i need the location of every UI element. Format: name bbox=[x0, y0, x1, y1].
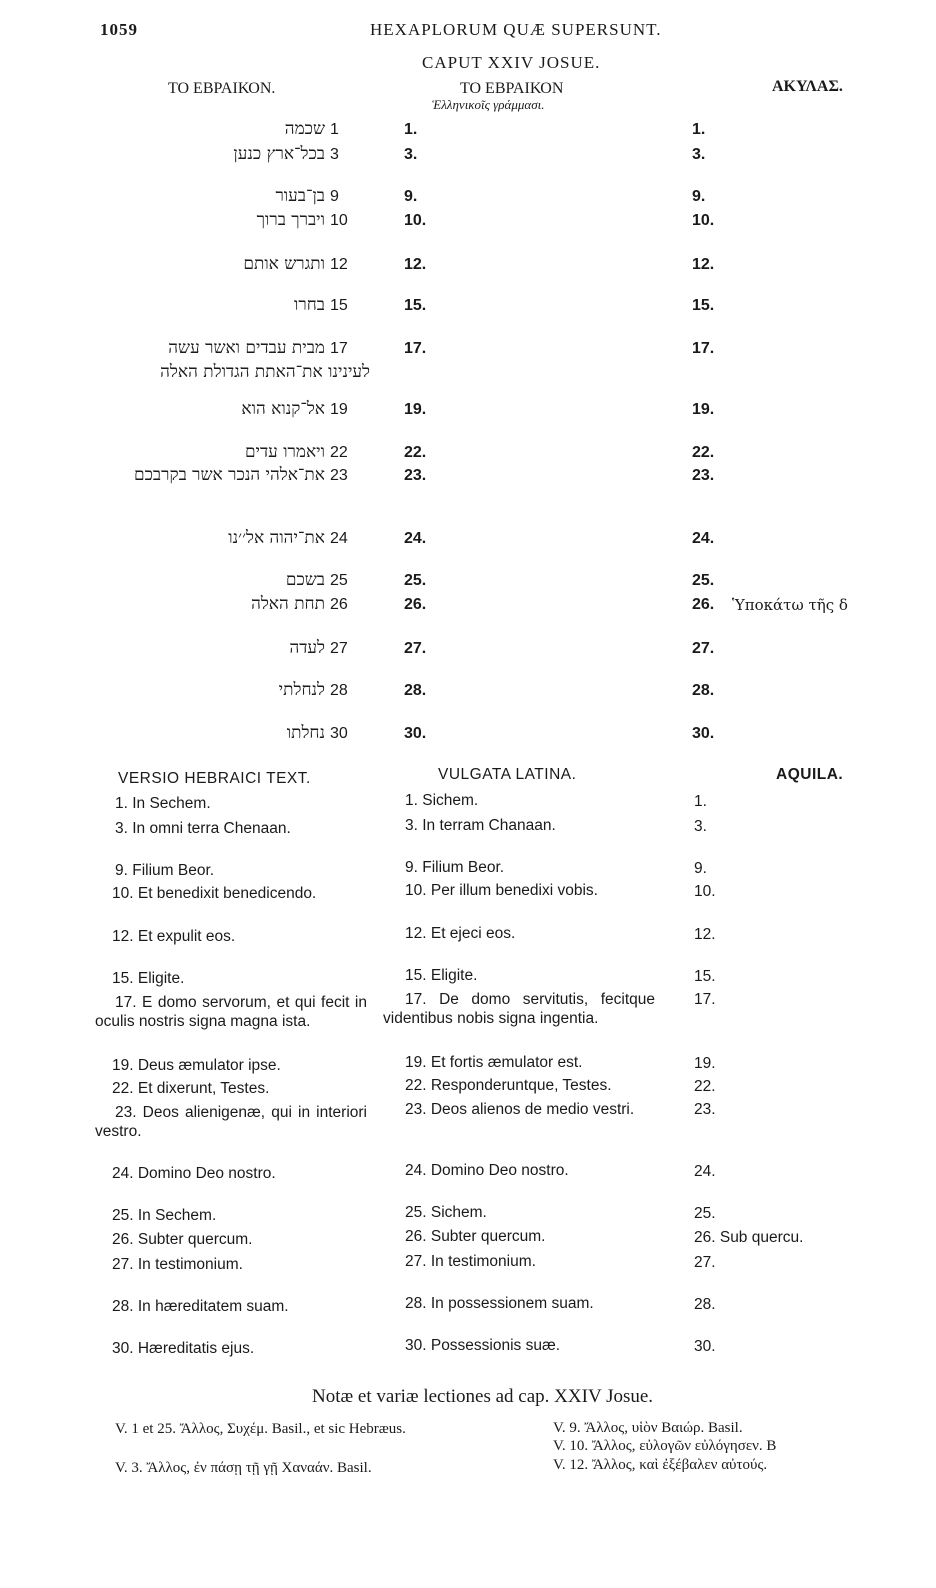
versio-entry: 23. Deos alienigenæ, qui in interiori vestro. bbox=[95, 1104, 367, 1140]
aquila-greek-verse-number: 30. bbox=[692, 725, 715, 742]
col-header-transliteration: ΤΟ ΕΒΡΑΙΚΟΝ bbox=[460, 80, 564, 97]
aquila-greek-verse-number: 15. bbox=[692, 297, 715, 314]
hebrew-verse-number: 28 bbox=[330, 682, 348, 699]
hebrew-text: מבית עבדים ואשר עשה bbox=[168, 338, 325, 358]
col-header-aquila-greek: ΑΚΥΛΑΣ. bbox=[772, 78, 843, 95]
hebrew-text: ויאמרו עדים bbox=[244, 442, 325, 462]
vulgata-entry: 15. Eligite. bbox=[405, 967, 478, 984]
transliteration-verse-number: 26. bbox=[404, 596, 427, 613]
aquila-entry: 10. bbox=[694, 883, 716, 900]
transliteration-verse-number: 12. bbox=[404, 256, 427, 273]
aquila-entry: 15. bbox=[694, 968, 716, 985]
versio-entry: 19. Deus æmulator ipse. bbox=[112, 1057, 281, 1074]
vulgata-entry: 26. Subter quercum. bbox=[405, 1228, 546, 1245]
hebrew-verse-number: 30 bbox=[330, 725, 348, 742]
hebrew-verse-number: 19 bbox=[330, 401, 348, 418]
aquila-greek-verse-number: 22. bbox=[692, 444, 715, 461]
versio-entry: 25. In Sechem. bbox=[112, 1207, 217, 1224]
aquila-greek-verse-number: 3. bbox=[692, 146, 706, 163]
hebrew-text: נחלתו bbox=[286, 723, 325, 743]
hebrew-text: בשכם bbox=[285, 570, 325, 590]
hebrew-text: בחרו bbox=[294, 295, 325, 315]
aquila-entry: 9. bbox=[694, 860, 707, 877]
aquila-greek-verse-number: 28. bbox=[692, 682, 715, 699]
col-header-versio: VERSIO HEBRAICI TEXT. bbox=[118, 770, 311, 787]
aquila-entry: 26. Sub quercu. bbox=[694, 1229, 804, 1246]
versio-entry: 27. In testimonium. bbox=[112, 1256, 243, 1273]
vulgata-entry: 28. In possessionem suam. bbox=[405, 1295, 594, 1312]
versio-entry: 1. In Sechem. bbox=[115, 795, 211, 812]
hebrew-verse-number: 1 bbox=[330, 121, 339, 138]
transliteration-verse-number: 3. bbox=[404, 146, 418, 163]
aquila-greek-text: Ὑποκάτω τῆς δ bbox=[732, 596, 848, 614]
aquila-entry: 1. bbox=[694, 793, 707, 810]
aquila-entry: 30. bbox=[694, 1338, 716, 1355]
vulgata-entry: 25. Sichem. bbox=[405, 1204, 487, 1221]
hebrew-text: בכל־ארץ כנען bbox=[233, 144, 325, 164]
note-left-1: V. 1 et 25. Ἄλλος, Συχέμ. Basil., et sic Hebræus. bbox=[115, 1421, 406, 1437]
note-right-1: V. 9. Ἄλλος, υἱὸν Βαιώρ. Basil. bbox=[553, 1420, 743, 1436]
hebrew-text: אל־קנוא הוא bbox=[241, 399, 325, 419]
aquila-greek-verse-number: 27. bbox=[692, 640, 715, 657]
hebrew-verse-number: 22 bbox=[330, 444, 348, 461]
hebrew-text: את־יהוה אל׳׳נו bbox=[228, 528, 325, 548]
vulgata-entry: 19. Et fortis æmulator est. bbox=[405, 1054, 583, 1071]
versio-entry: 9. Filium Beor. bbox=[115, 862, 215, 879]
col-header-aquila: AQUILA. bbox=[776, 766, 844, 783]
hebrew-verse-number: 23 bbox=[330, 467, 348, 484]
hebrew-verse-number: 9 bbox=[330, 188, 339, 205]
vulgata-entry: 9. Filium Beor. bbox=[405, 859, 505, 876]
vulgata-entry: 30. Possessionis suæ. bbox=[405, 1337, 561, 1354]
page-number: 1059 bbox=[100, 20, 138, 39]
aquila-entry: 23. bbox=[694, 1101, 716, 1118]
transliteration-verse-number: 28. bbox=[404, 682, 427, 699]
aquila-entry: 12. bbox=[694, 926, 716, 943]
aquila-greek-verse-number: 19. bbox=[692, 401, 715, 418]
running-title: HEXAPLORUM QUÆ SUPERSUNT. bbox=[370, 20, 662, 39]
transliteration-verse-number: 1. bbox=[404, 121, 418, 138]
col-header-transliteration-sub: Ἑλληνικοῖς γράμμασι. bbox=[432, 97, 545, 112]
aquila-greek-verse-number: 23. bbox=[692, 467, 715, 484]
transliteration-verse-number: 23. bbox=[404, 467, 427, 484]
aquila-entry: 19. bbox=[694, 1055, 716, 1072]
aquila-greek-verse-number: 25. bbox=[692, 572, 715, 589]
vulgata-entry: 24. Domino Deo nostro. bbox=[405, 1162, 569, 1179]
hebrew-verse-number: 26 bbox=[330, 596, 348, 613]
note-right-2: V. 10. Ἄλλος, εὐλογῶν εὐλόγησεν. B bbox=[553, 1438, 777, 1454]
transliteration-verse-number: 9. bbox=[404, 188, 418, 205]
aquila-greek-verse-number: 17. bbox=[692, 340, 715, 357]
versio-entry: 26. Subter quercum. bbox=[112, 1231, 253, 1248]
vulgata-entry: 23. Deos alienos de medio vestri. bbox=[405, 1101, 635, 1118]
versio-entry: 17. E domo servorum, et qui fecit in oculis nostris signa magna ista. bbox=[95, 994, 367, 1030]
transliteration-verse-number: 30. bbox=[404, 725, 427, 742]
transliteration-verse-number: 17. bbox=[404, 340, 427, 357]
hebrew-text: ויברך ברוך bbox=[256, 210, 325, 230]
versio-entry: 15. Eligite. bbox=[112, 970, 185, 987]
transliteration-verse-number: 24. bbox=[404, 530, 427, 547]
hebrew-verse-number: 10 bbox=[330, 212, 348, 229]
hebrew-text: את־אלהי הנכר אשר בקרבכם bbox=[134, 465, 325, 485]
aquila-entry: 22. bbox=[694, 1078, 716, 1095]
vulgata-entry: 10. Per illum benedixi vobis. bbox=[405, 882, 598, 899]
transliteration-verse-number: 22. bbox=[404, 444, 427, 461]
transliteration-verse-number: 27. bbox=[404, 640, 427, 657]
aquila-entry: 24. bbox=[694, 1163, 716, 1180]
vulgata-entry: 1. Sichem. bbox=[405, 792, 479, 809]
transliteration-verse-number: 19. bbox=[404, 401, 427, 418]
transliteration-verse-number: 10. bbox=[404, 212, 427, 229]
versio-entry: 22. Et dixerunt, Testes. bbox=[112, 1080, 270, 1097]
note-left-2: V. 3. Ἄλλος, ἐν πάσῃ τῇ γῇ Χαναάν. Basil. bbox=[115, 1460, 372, 1476]
aquila-entry: 28. bbox=[694, 1296, 716, 1313]
hebrew-text: ותגרש אותם bbox=[243, 254, 325, 274]
notes-title: Notæ et variæ lectiones ad cap. XXIV Josue. bbox=[312, 1386, 654, 1407]
versio-entry: 28. In hæreditatem suam. bbox=[112, 1298, 289, 1315]
vulgata-entry: 12. Et ejeci eos. bbox=[405, 925, 516, 942]
hebrew-verse-number: 25 bbox=[330, 572, 348, 589]
aquila-entry: 25. bbox=[694, 1205, 716, 1222]
hebrew-text-continued: לעינינו את־האתת הגדולת האלה bbox=[160, 362, 370, 382]
aquila-greek-verse-number: 12. bbox=[692, 256, 715, 273]
hebrew-verse-number: 27 bbox=[330, 640, 348, 657]
aquila-greek-verse-number: 10. bbox=[692, 212, 715, 229]
hebrew-verse-number: 3 bbox=[330, 146, 339, 163]
aquila-entry: 3. bbox=[694, 818, 707, 835]
aquila-greek-verse-number: 26. bbox=[692, 596, 715, 613]
transliteration-verse-number: 15. bbox=[404, 297, 427, 314]
versio-entry: 24. Domino Deo nostro. bbox=[112, 1165, 276, 1182]
versio-entry: 12. Et expulit eos. bbox=[112, 928, 236, 945]
hebrew-verse-number: 24 bbox=[330, 530, 348, 547]
aquila-greek-verse-number: 24. bbox=[692, 530, 715, 547]
hebrew-verse-number: 17 bbox=[330, 340, 348, 357]
versio-entry: 3. In omni terra Chenaan. bbox=[115, 820, 291, 837]
vulgata-entry: 3. In terram Chanaan. bbox=[405, 817, 556, 834]
transliteration-verse-number: 25. bbox=[404, 572, 427, 589]
hebrew-text: תחת האלה bbox=[251, 594, 325, 614]
hebrew-text: שכמה bbox=[284, 119, 325, 139]
vulgata-entry: 22. Responderuntque, Testes. bbox=[405, 1077, 612, 1094]
vulgata-entry: 27. In testimonium. bbox=[405, 1253, 536, 1270]
vulgata-entry: 17. De domo servitutis, fecitque videntibus nobis signa ingentia. bbox=[383, 991, 655, 1027]
hebrew-text: בן־בעור bbox=[275, 186, 325, 206]
col-header-hebrew: ΤΟ ΕΒΡΑΙΚΟΝ. bbox=[168, 80, 276, 97]
hebrew-verse-number: 12 bbox=[330, 256, 348, 273]
versio-entry: 10. Et benedixit benedicendo. bbox=[112, 885, 317, 902]
hebrew-text: לנחלתי bbox=[278, 680, 325, 700]
versio-entry: 30. Hæreditatis ejus. bbox=[112, 1340, 255, 1357]
hebrew-verse-number: 15 bbox=[330, 297, 348, 314]
aquila-greek-verse-number: 1. bbox=[692, 121, 706, 138]
chapter-title: CAPUT XXIV JOSUE. bbox=[422, 53, 601, 72]
note-right-3: V. 12. Ἄλλος, καὶ ἐξέβαλεν αὐτούς. bbox=[553, 1457, 768, 1473]
aquila-entry: 17. bbox=[694, 991, 716, 1008]
hebrew-text: לעדה bbox=[289, 638, 325, 658]
col-header-vulgata: VULGATA LATINA. bbox=[438, 766, 577, 783]
aquila-greek-verse-number: 9. bbox=[692, 188, 706, 205]
aquila-entry: 27. bbox=[694, 1254, 716, 1271]
